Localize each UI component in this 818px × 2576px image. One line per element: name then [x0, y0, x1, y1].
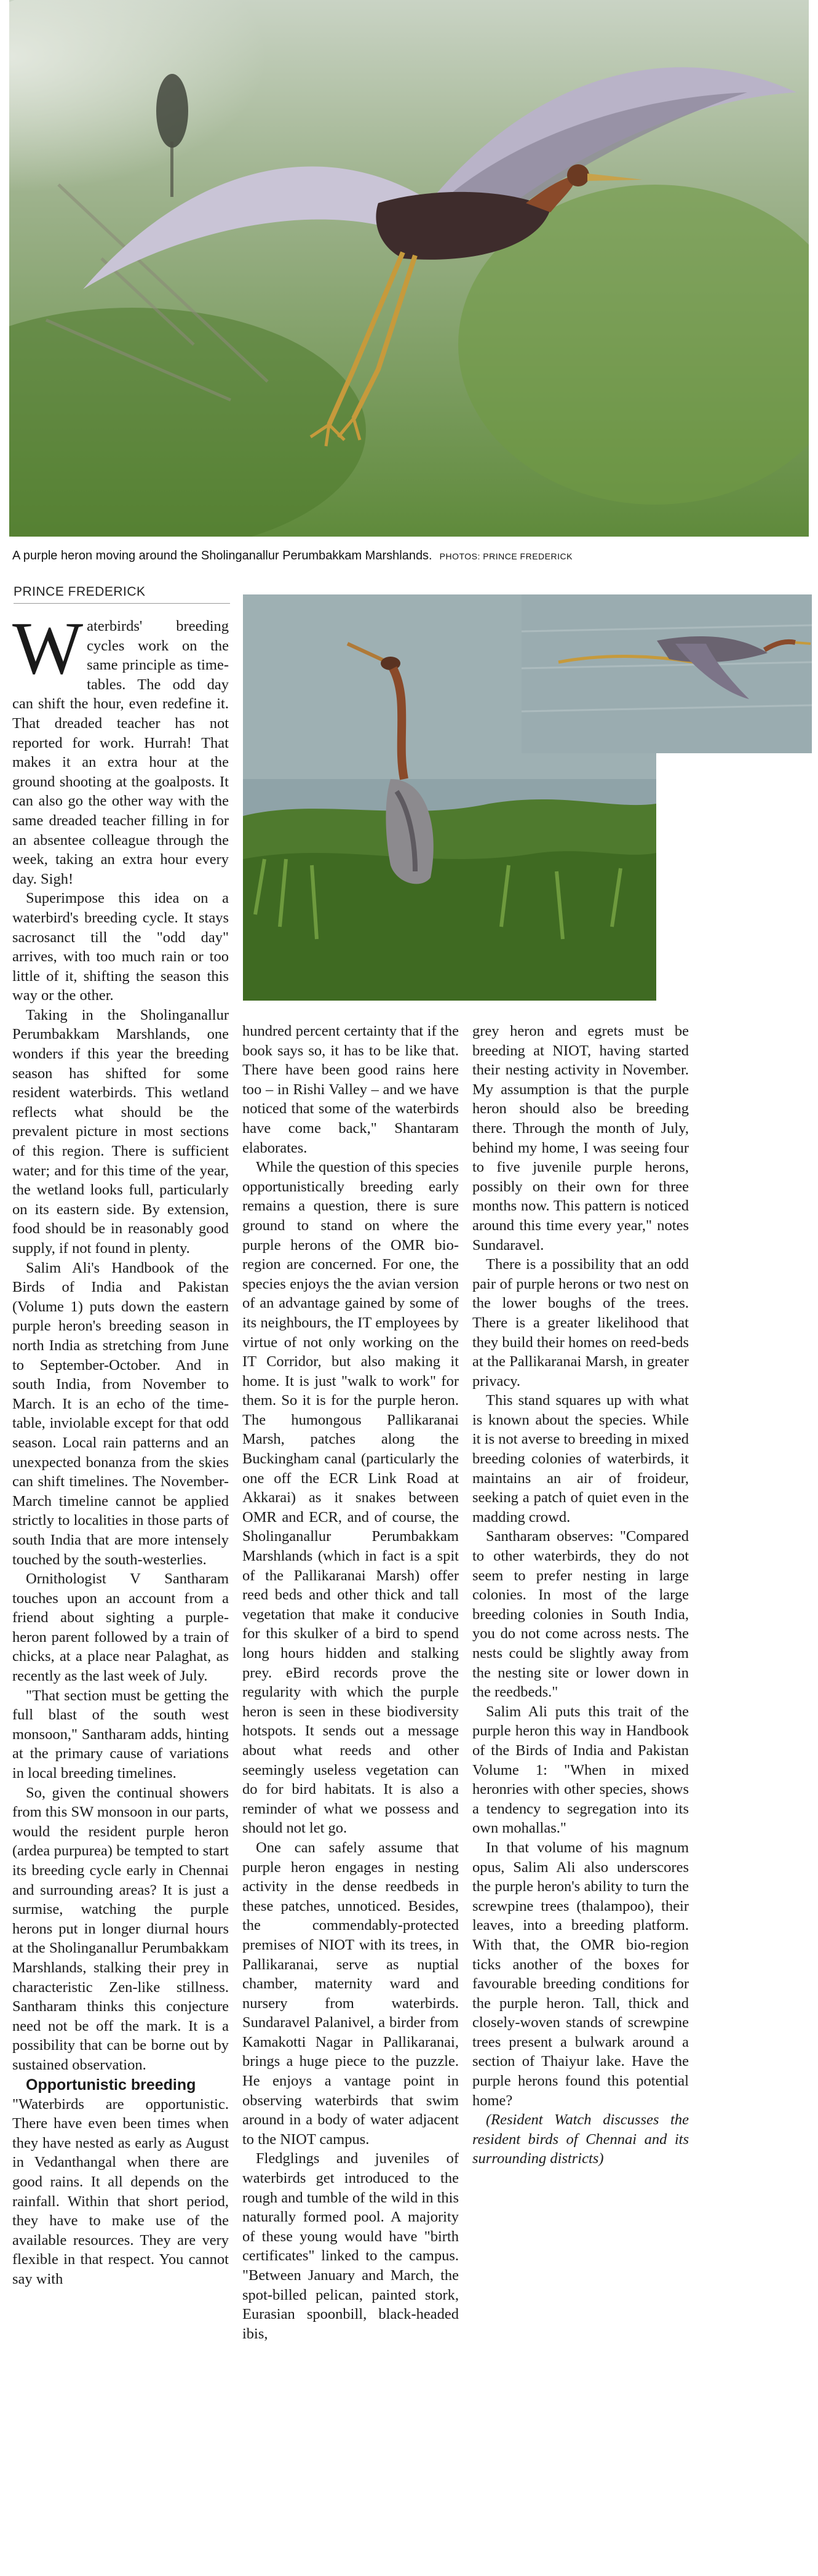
paragraph: So, given the continual showers from this SW monsoon in our parts, would the resident purple heron (ardea purpurea) be tempted to start its breeding cycle early in Chennai and surrounding areas? It is just a surmise, watching the purple herons put in longer diurnal hours at the Sholinganallur Perumbakkam Marshlands, stalking their prey in characteristic Zen-like stillness. Santharam thinks this conjecture need not be off the mark. It is a possibility that can be borne out by sustained observation. [12, 1784, 229, 2073]
subheading: Opportunistic breeding [26, 2076, 196, 2094]
caption-text: A purple heron moving around the Sholinganallur Perumbakkam Marshlands. [12, 549, 432, 562]
article-column-3 [472, 1022, 689, 2566]
paragraph: While the question of this species opportunistically breeding early remains a question, there is sure ground to stand on where the purple herons of the OMR bio-region are concerned. For one, the species enjoys the the avian version of an advantage gained by some of its neighbours, the IT employees by virtue of not only working on the IT Corridor, but also making it home. It is just "walk to work" for them. So it is for the purple heron. The humongous Pallikaranai Marsh, patches along the Buckingham canal (particularly the one off the ECR Link Road at Akkarai) as it snakes between OMR and ECR, and of course, the Sholinganallur Perumbakkam Marshlands (which in fact is a spit of the Pallikaranai Marsh) offer reed beds and other thick and tall vegetation that make it conducive for this skulker of a bird to spend long hours hidden and stalking prey. eBird records prove the regularity with which the purple heron is seen in these biodiversity hotspots. It sends out a message about what reeds and other seemingly useless vegetation can do for bird habitats. It is also a reminder of what we possess and should not let go. [242, 1159, 459, 1837]
paragraph: Santharam observes: "Compared to other waterbirds, they do not seem to prefer nesting in large colonies. In most of the large breeding colonies in South India, you do not come across nests. The nests could be slightly away from the nesting site or lower down in the reedbeds." [472, 1528, 689, 1701]
article-column-2 [242, 1022, 459, 2566]
drop-cap: W [12, 617, 84, 690]
lead-text: aterbirds' breeding cycles work on the same principle as time-tables. The odd day can shift the hour, even redefine it. That dreaded teacher has not reported for work. Hurrah! That makes it an extra hour at the ground shooting at the goalposts. It can also go the other way with the same dreaded teacher filling in for an absentee colleague through the week, taking an extra hour every day. Sigh! [12, 618, 229, 887]
photo-credit: PHOTOS: PRINCE FREDERICK [439, 551, 573, 561]
paragraph: Taking in the Sholinganallur Perumbakkam Marshlands, one wonders if this year the breeding season has shifted for some resident waterbirds. This wetland reflects what should be the prevalent picture in most sections of this region. There is sufficient water; and for this time of the year, the wetland looks full, particularly on its eastern side. By extension, food should be in reasonably good supply, if not found in plenty. [12, 1006, 229, 1257]
paragraph: Ornithologist V Santharam touches upon an account from a friend about sighting a purple-heron parent followed by a train of chicks, at a place near Palaghat, as recently as the last week of July. [12, 1570, 229, 1685]
byline-rule [14, 603, 230, 604]
paragraph: Superimpose this idea on a waterbird's breeding cycle. It stays sacrosanct till the "odd day" arrives, with too much rain or too little of it, shifting the season this way or the other. [12, 890, 229, 1004]
paragraph-lead [12, 617, 229, 889]
paragraph: Salim Ali's Handbook of the Birds of India and Pakistan (Volume 1) puts down the eastern purple heron's breeding season in north India as stretching from June to September-October. And in south India, from November to March. It is an echo of the time-table, inviolable except for that odd season. Local rain patterns and an unexpected bonanza from the skies can shift timelines. The November-March timeline cannot be applied strictly to localities in those parts of south India that are more intensely touched by the south-westerlies. [12, 1259, 229, 1568]
paragraph: Salim Ali puts this trait of the purple heron this way in Handbook of the Birds of India and Pakistan Volume 1: "When in mixed heronries with other species, shows a tendency to segregation into its own mohallas." [472, 1703, 689, 1837]
paragraph: "Waterbirds are opportunistic. There have even been times when they have nested as early as August in Vedanthangal when there are good rains. It all depends on the rainfall. Within that short period, they have to make use of the available resources. They are very flexible in that respect. You cannot say with [12, 2095, 229, 2287]
paragraph: In that volume of his magnum opus, Salim Ali also underscores the purple heron's ability to turn the screwpine trees (thalampoo), their leaves, into a breeding platform. With that, the OMR bio-region ticks another of the boxes for favourable breeding conditions for the purple heron. Tall, thick and closely-woven stands of screwpine trees present a bulwark around a section of Thaiyur lake. Have the purple herons found this potential home? [472, 1839, 689, 2109]
paragraph: Fledglings and juveniles of waterbirds get introduced to the rough and tumble of the wild in this naturally formed pool. A majority of these young would have "birth certificates" linked to the campus. "Between January and March, the spot-billed pelican, painted stork, Eurasian spoonbill, black-headed ibis, [242, 2150, 459, 2342]
paragraph: One can safely assume that purple heron engages in nesting activity in the dense reedbeds in these patches, unnoticed. Besides, the commendably-protected premises of NIOT with its trees, in Pallikaranai, serve as nuptial chamber, maternity ward and nursery from waterbirds. Sundaravel Palanivel, a birder from Kamakotti Nagar in Pallikaranai, brings a huge piece to the puzzle. He enjoys a vantage point in observing waterbirds that swim around in a body of water adjacent to the NIOT campus. [242, 1839, 459, 2148]
flying-heron-over-water-illustration [522, 594, 812, 753]
byline: PRINCE FREDERICK [14, 585, 146, 599]
paragraph: grey heron and egrets must be breeding at NIOT, having started their nesting activity in November. My assumption is that the purple heron should also be breeding there. Through the month of July, behind my home, I was seeing four to five juvenile purple herons, possibly on their own for three months now. This pattern is noticed around this time every year," notes Sundaravel. [472, 1023, 689, 1254]
photo-caption [12, 549, 806, 563]
inset-photo-flying-heron [522, 594, 812, 753]
purple-heron-flying-illustration [9, 0, 809, 537]
paragraph: "That section must be getting the full blast of the south west monsoon," Santharam adds, hinting at the primary cause of variations in local breeding timelines. [12, 1687, 229, 1782]
article-endnote: (Resident Watch discusses the resident birds of Chennai and its surrounding districts) [472, 2111, 689, 2167]
paragraph: There is a possibility that an odd pair of purple herons or two nest on the lower boughs of the trees. There is a greater likelihood that they build their homes on reed-beds at the Pallikaranai Marsh, in greater privacy. [472, 1256, 689, 1390]
hero-photo [9, 0, 809, 537]
paragraph: This stand squares up with what is known about the species. While it is not averse to breeding in mixed breeding colonies of waterbirds, it maintains an air of froideur, seeking a patch of quiet even in the madding crowd. [472, 1392, 689, 1526]
article-column-1 [12, 617, 229, 2567]
paragraph: hundred percent certainty that if the book says so, it has to be like that. There have been good rains here too – in Rishi Valley – and we have noticed that some of the waterbirds have come back," Shantaram elaborates. [242, 1023, 459, 1156]
